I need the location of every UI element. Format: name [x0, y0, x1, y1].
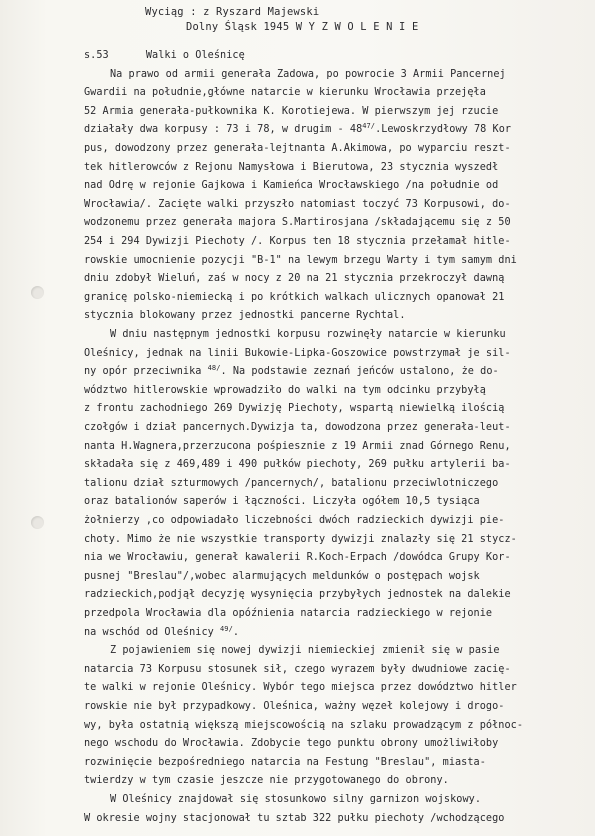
line-text: czołgów i dział pancernych.Dywizja ta, dowodzona przez generała-leut- — [84, 422, 511, 433]
text-line — [84, 626, 239, 640]
line-text: stycznia blokowany przez jednostki pancerne Rychtal. — [84, 310, 406, 322]
line-text: rowskie nie był przypadkowy. Oleśnica, ważny węzeł kolejowy i drogo- — [84, 701, 505, 712]
line-text: pus, dowodzony przez generała-lejtnanta A.Akimowa, po wyparciu reszt- — [84, 143, 511, 154]
text-line — [84, 440, 511, 454]
line-text: ny opór przeciwnika — [84, 366, 208, 378]
line-text: W dniu następnym jednostki korpusu rozwinęły natarcie w kierunku — [110, 329, 506, 340]
text-line — [110, 328, 506, 342]
text-line — [84, 533, 517, 547]
line-text: rozwinięcie bezpośredniego natarcia na Festung "Breslau", miasta- — [84, 756, 486, 768]
line-text: talionu dział szturmowych /pancernych/, batalionu przeciwlotniczego — [84, 477, 499, 489]
punch-hole-top — [31, 286, 44, 299]
text-line — [84, 774, 449, 788]
text-line — [110, 644, 500, 658]
text-line — [84, 142, 511, 156]
text-line — [84, 198, 511, 212]
text-line — [84, 123, 511, 137]
line-text: W okresie wojny stacjonował tu sztab 322 pułku piechoty /wchodzącego — [84, 812, 505, 824]
line-text: Wrocławia/. Zacięte walki przyszło natomiast toczyć 73 Korpusowi, do- — [84, 198, 511, 210]
text-line — [110, 68, 506, 82]
line-text: nanta H.Wagnera,przerzucona pośpiesznie z 19 Armii znad Górnego Renu, — [84, 440, 511, 452]
footnote-ref: 48/ — [207, 364, 221, 373]
footnote-ref: 49/ — [220, 624, 233, 633]
text-line — [84, 105, 498, 119]
line-text: dniu zdobył Wieluń, zaś w nocy z 20 na 21 stycznia przekroczył dawną — [84, 273, 505, 285]
text-line — [84, 756, 486, 770]
text-line — [84, 402, 504, 416]
text-line — [84, 365, 499, 379]
text-line — [84, 254, 517, 268]
line-text: tek hitlerowców z Rejonu Namysłowa i Bierutowa, 23 stycznia wyszedł — [84, 161, 499, 173]
text-line — [84, 384, 486, 398]
line-text: rowskie umocnienie pozycji "B-1" na lewym brzegu Warty i tym samym dni — [84, 254, 517, 266]
line-text: nia we Wrocławiu, generał kawalerii R.Koch-Erpach /dowódca Grupy Kor- — [84, 552, 511, 564]
text-line — [84, 588, 511, 602]
line-text: radzieckich,podjął decyzję wysynięcia przybyłych jednostek na dalekie — [84, 589, 511, 601]
line-text-continued: . — [232, 626, 240, 638]
line-text: pusnej "Breslau"/,wobec alarmujących meldunków o postępach wojsk — [84, 570, 480, 582]
text-line — [84, 347, 511, 361]
text-line — [84, 458, 511, 472]
line-text: nego wschodu do Wrocławia. Zdobycie tego punktu obrony umożliwiłoby — [84, 738, 499, 750]
line-text: z frontu zachodniego 269 Dywizję Piechoty, wspartą niewielką ilością — [84, 403, 505, 415]
line-text: natarcia 73 Korpusu stosunek sił, czego wyrazem były dwudniowe zacię- — [84, 663, 511, 675]
text-line — [84, 737, 498, 751]
punch-hole-bottom — [31, 516, 44, 529]
line-text: Gwardii na południe,główne natarcie w kierunku Wrocławia przejęła — [84, 87, 486, 99]
text-line — [84, 514, 504, 528]
text-line — [84, 291, 504, 305]
text-line — [84, 49, 245, 63]
header-line-source: Wyciąg : z Ryszard Majewski — [145, 6, 320, 18]
text-line — [84, 681, 517, 695]
text-line — [110, 793, 481, 807]
text-line — [84, 179, 498, 193]
text-line — [84, 309, 406, 323]
line-text: przedpola Wrocławia dla opóźnienia natarcia radzieckiego w rejonie — [84, 608, 493, 619]
text-line — [84, 719, 523, 733]
line-text: choty. Mimo że nie wszystkie transporty dywizji znalazły się 21 stycz- — [84, 533, 517, 545]
text-line — [84, 421, 511, 435]
text-line — [84, 607, 492, 621]
line-text: Oleśnicy, jednak na linii Bukowie-Lipka-Goszowice powstrzymał je sil- — [84, 347, 511, 359]
line-text-continued: .Lewoskrzydłowy 78 Kor — [375, 124, 512, 136]
line-text: na wschód od Oleśnicy — [84, 626, 221, 638]
line-text: wodzonemu przez generała majora S.Martirosjana /składającemu się z 50 — [84, 217, 511, 229]
header-line-title: Dolny Śląsk 1945 W Y Z W O L E N I E — [186, 21, 419, 33]
text-line — [84, 663, 511, 677]
text-line — [84, 272, 504, 286]
text-line — [84, 161, 498, 175]
text-line — [84, 495, 480, 509]
line-text: s.53 Walki o Oleśnicę — [84, 50, 245, 61]
text-line — [84, 700, 504, 714]
line-text: granicę polsko-niemiecką i po krótkich walkach ulicznych opanował 21 — [84, 291, 505, 303]
line-text: wództwo hitlerowskie wprowadziło do walki na tym odcinku przybyłą — [84, 384, 486, 396]
text-line — [84, 570, 480, 584]
line-text: twierdzy w tym czasie jeszcze nie przygotowanego do obrony. — [84, 775, 449, 787]
text-line — [84, 216, 511, 230]
line-text: działały dwa korpusy : 73 i 78, w drugim - 48 — [84, 124, 363, 136]
line-text: oraz batalionów saperów i łączności. Liczyła ogółem 10,5 tysiąca — [84, 496, 480, 508]
text-line — [84, 551, 511, 565]
line-text: 254 i 294 Dywizji Piechoty /. Korpus ten 18 stycznia przełamał hitle- — [84, 236, 511, 247]
line-text: wy, była ostatnią większą miejscowością na szlaku prowadzącym z północ- — [84, 719, 524, 731]
line-text: Na prawo od armii generała Zadowa, po powrocie 3 Armii Pancernej — [110, 68, 506, 80]
line-text: te walki w rejonie Oleśnicy. Wybór tego miejsca przez dowództwo hitler — [84, 682, 517, 694]
line-text: W Oleśnicy znajdował się stosunkowo silny garnizon wojskowy. — [110, 794, 482, 805]
line-text: składała się z 469,489 i 490 pułków piechoty, 269 pułku artylerii ba- — [84, 459, 511, 471]
line-text: 52 Armia generała-pułkownika K. Korotiejewa. W pierwszym jej rzucie — [84, 105, 499, 117]
line-text: nad Odrę w rejonie Gajkowa i Kamieńca Wrocławskiego /na południe od — [84, 180, 499, 192]
line-text-continued: . Na podstawie zeznań jeńców ustalono, że do- — [220, 366, 499, 378]
line-text: Z pojawieniem się nowej dywizji niemieckiej zmienił się w pasie — [110, 645, 500, 657]
text-line — [84, 477, 498, 491]
text-line — [84, 235, 511, 249]
footnote-ref: 47/ — [362, 122, 376, 131]
line-text: żołnierzy ,co odpowiadało liczebności dwóch radzieckich dywizji pie- — [84, 515, 505, 526]
text-line — [84, 812, 504, 826]
text-line — [84, 86, 486, 100]
